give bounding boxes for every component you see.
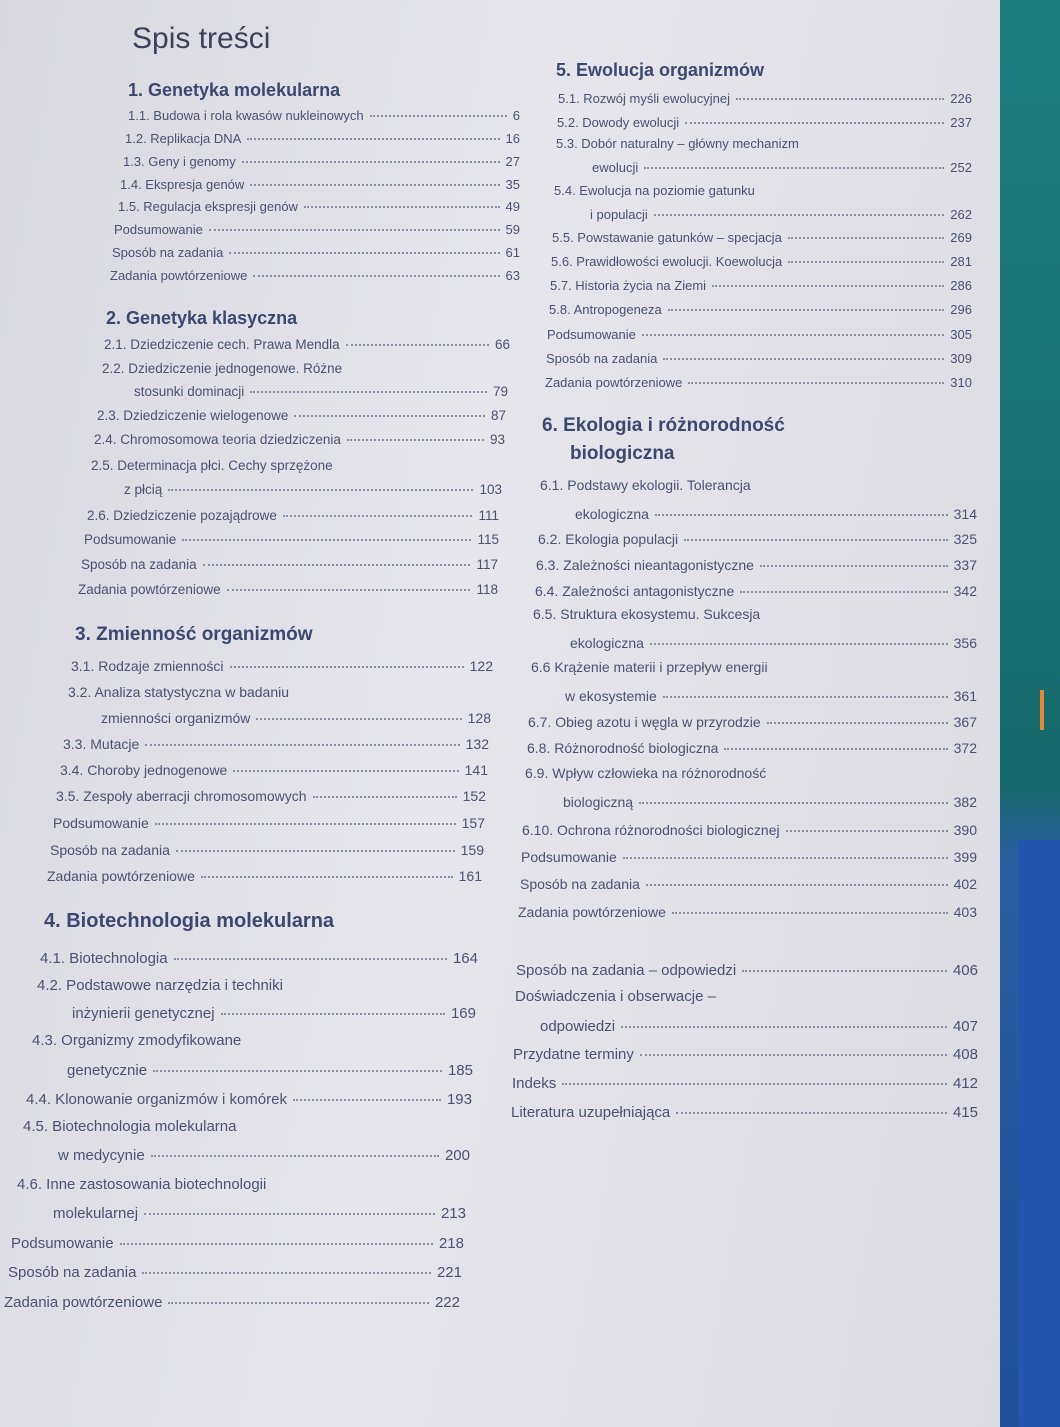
toc-entry (81, 557, 498, 572)
toc-entry-line: 6.1. Podstawy ekologii. Tolerancja (540, 477, 751, 493)
toc-entry-label: 1.5. Regulacja ekspresji genów (118, 199, 298, 214)
toc-entry-label: inżynierii genetycznej (72, 1005, 215, 1022)
toc-entry-label: 6.10. Ochrona różnorodności biologicznej (522, 822, 780, 838)
toc-entry (557, 115, 972, 130)
toc-entry-label: 2.4. Chromosomowa teoria dziedziczenia (94, 432, 341, 447)
toc-page-number: 132 (465, 736, 489, 752)
toc-entry-label: Podsumowanie (114, 222, 203, 237)
dot-leader (221, 1013, 445, 1015)
chapter-heading: 2. Genetyka klasyczna (106, 308, 298, 328)
toc-entry (527, 740, 977, 756)
toc-entry-label: 6.7. Obieg azotu i węgla w przyrodzie (528, 714, 761, 730)
toc-entry (123, 154, 520, 169)
dot-leader (304, 206, 500, 208)
dot-leader (788, 261, 944, 263)
dot-leader (145, 744, 459, 746)
dot-leader (640, 1054, 947, 1056)
toc-page-number: 193 (446, 1091, 472, 1108)
dot-leader (144, 1213, 435, 1215)
dot-leader (227, 589, 471, 591)
toc-page-number: 325 (953, 531, 977, 547)
toc-entry (521, 849, 977, 865)
dot-leader (654, 214, 944, 216)
toc-page-number: 141 (464, 762, 488, 778)
toc-page-number: 296 (950, 302, 972, 317)
toc-page-number: 161 (458, 868, 482, 884)
dot-leader (684, 539, 948, 541)
dot-leader (230, 666, 464, 668)
toc-entry (87, 508, 499, 523)
toc-page-number: 237 (950, 115, 972, 130)
toc-page-number: 305 (950, 327, 972, 342)
toc-page-number: 159 (460, 842, 484, 858)
toc-page-number: 342 (953, 583, 977, 599)
toc-entry-label: Sposób na zadania (8, 1264, 137, 1281)
dot-leader (650, 643, 948, 645)
chapter-heading: 5. Ewolucja organizmów (556, 60, 765, 80)
toc-entry-label: 3.3. Mutacje (63, 736, 140, 752)
toc-entry-label: Podsumowanie (84, 532, 177, 547)
dot-leader (174, 958, 447, 960)
toc-entry-label: genetycznie (67, 1062, 148, 1079)
toc-entry (545, 375, 972, 390)
toc-page-number: 252 (950, 160, 972, 175)
toc-entry (11, 1235, 464, 1252)
toc-entry-label: z płcią (124, 482, 163, 497)
toc-page-number: 63 (505, 268, 520, 283)
toc-entry-label: Przydatne terminy (513, 1046, 634, 1063)
toc-page-number: 262 (950, 207, 972, 222)
toc-page-number: 122 (469, 658, 493, 674)
toc-entry-label: 1.1. Budowa i rola kwasów nukleinowych (128, 108, 364, 123)
cover-orange-mark (1022, 690, 1044, 730)
toc-page-number: 269 (950, 230, 972, 245)
toc-page-number: 27 (505, 154, 520, 169)
toc-entry (63, 736, 489, 752)
toc-entry (114, 222, 520, 237)
dot-leader (168, 489, 473, 491)
toc-entry-label: 6.3. Zależności nieantagonistyczne (536, 557, 754, 573)
toc-entry (536, 557, 977, 573)
toc-entry-line: 6.5. Struktura ekosystemu. Sukcesja (533, 606, 761, 622)
toc-entry-label: 4.4. Klonowanie organizmów i komórek (26, 1091, 287, 1108)
chapter-heading: 1. Genetyka molekularna (128, 80, 341, 100)
toc-entry (518, 904, 977, 920)
toc-entry (84, 532, 499, 547)
toc-entry-label: Zadania powtórzeniowe (47, 868, 195, 884)
dot-leader (250, 184, 499, 186)
toc-page-number: 66 (494, 337, 510, 352)
toc-page-number: 226 (950, 91, 972, 106)
toc-page-number: 16 (505, 131, 520, 146)
toc-page-number: 403 (953, 904, 977, 920)
toc-page-number: 152 (462, 788, 486, 804)
toc-page-number: 281 (950, 254, 972, 269)
toc-entry-line: Doświadczenia i obserwacje – (515, 988, 716, 1005)
toc-page-number: 337 (953, 557, 977, 573)
toc-entry-label: 5.2. Dowody ewolucji (557, 115, 680, 130)
toc-entry-label: 3.5. Zespoły aberracji chromosomowych (56, 788, 307, 804)
chapter-heading: 3. Zmienność organizmów (75, 624, 313, 645)
toc-entry (563, 794, 977, 810)
dot-leader (247, 138, 499, 140)
toc-entry-line: 2.5. Determinacja płci. Cechy sprzężone (91, 458, 333, 473)
toc-entry-label: 5.6. Prawidłowości ewolucji. Koewolucja (551, 254, 783, 269)
toc-page-number: 222 (434, 1294, 460, 1311)
dot-leader (283, 515, 473, 517)
toc-entry (590, 207, 972, 222)
toc-page-number: 407 (952, 1018, 978, 1035)
toc-entry (575, 506, 977, 522)
toc-entry-label: Sposób na zadania (50, 842, 170, 858)
toc-entry (592, 160, 972, 175)
toc-entry-label: 3.4. Choroby jednogenowe (60, 762, 228, 778)
toc-entry-label: Zadania powtórzeniowe (78, 582, 221, 597)
toc-page-number: 372 (953, 740, 977, 756)
dot-leader (168, 1302, 429, 1304)
toc-entry (110, 268, 520, 283)
toc-entry-label: Podsumowanie (53, 815, 149, 831)
dot-leader (253, 275, 499, 277)
toc-page-number: 367 (953, 714, 977, 730)
toc-entry-line: 3.2. Analiza statystyczna w badaniu (68, 684, 290, 700)
dot-leader (293, 1099, 441, 1101)
toc-entry-label: ekologiczna (570, 635, 644, 651)
toc-page-number: 415 (952, 1104, 978, 1121)
toc-entry (47, 868, 482, 884)
toc-page-number: 399 (953, 849, 977, 865)
toc-entry (40, 950, 478, 967)
toc-entry-label: stosunki dominacji (134, 384, 245, 399)
toc-entry-label: 6.4. Zależności antagonistyczne (535, 583, 735, 599)
toc-page-number: 412 (952, 1075, 978, 1092)
dot-leader (688, 382, 944, 384)
toc-entry-label: Zadania powtórzeniowe (4, 1294, 163, 1311)
toc-entry (120, 177, 520, 192)
toc-entry-label: 5.1. Rozwój myśli ewolucyjnej (558, 91, 730, 106)
dot-leader (742, 970, 947, 972)
toc-page-number: 309 (950, 351, 972, 366)
dot-leader (155, 823, 456, 825)
toc-entry-label: 5.8. Antropogeneza (549, 302, 662, 317)
toc-entry-label: 1.4. Ekspresja genów (120, 177, 245, 192)
toc-page-number: 87 (490, 408, 506, 423)
toc-entry (124, 482, 502, 497)
dot-leader (142, 1272, 431, 1274)
toc-entry-line: 5.3. Dobór naturalny – główny mechanizm (556, 136, 799, 151)
dot-leader (672, 912, 948, 914)
toc-page-number: 59 (505, 222, 520, 237)
toc-entry (540, 1018, 978, 1035)
toc-entry-label: zmienności organizmów (101, 710, 251, 726)
dot-leader (233, 770, 458, 772)
toc-page-number: 103 (479, 482, 502, 497)
dot-leader (668, 309, 945, 311)
toc-page-number: 128 (467, 710, 491, 726)
chapter-heading: 4. Biotechnologia molekularna (44, 910, 335, 932)
toc-entry-label: molekularnej (53, 1205, 139, 1222)
toc-page-number: 314 (953, 506, 977, 522)
toc-page-number: 402 (953, 876, 977, 892)
toc-entry (67, 1062, 473, 1079)
toc-entry-label: Zadania powtórzeniowe (545, 375, 683, 390)
cover-blue-panel (1018, 840, 1060, 1427)
toc-entry (535, 583, 977, 599)
toc-entry (60, 762, 488, 778)
toc-entry (97, 408, 506, 423)
chapter-heading: 6. Ekologia i różnorodność (542, 415, 785, 436)
toc-entry-label: 2.3. Dziedziczenie wielogenowe (97, 408, 289, 423)
dot-leader (767, 722, 948, 724)
toc-page-number: 310 (950, 375, 972, 390)
toc-entry (56, 788, 486, 804)
toc-entry (552, 230, 972, 245)
dot-leader (663, 358, 944, 360)
toc-entry (128, 108, 520, 123)
toc-entry-label: w medycynie (58, 1147, 145, 1164)
toc-entry (134, 384, 508, 399)
toc-page-number: 185 (447, 1062, 473, 1079)
toc-page-number: 117 (476, 557, 498, 572)
toc-page-number: 93 (489, 432, 505, 447)
dot-leader (370, 115, 507, 117)
toc-page-number: 200 (444, 1147, 470, 1164)
toc-entry-label: Sposób na zadania – odpowiedzi (516, 962, 737, 979)
toc-entry-label: Sposób na zadania (520, 876, 640, 892)
toc-page-number: 221 (436, 1264, 462, 1281)
toc-entry-label: Sposób na zadania (81, 557, 197, 572)
toc-page-number: 164 (452, 950, 478, 967)
toc-entry (112, 245, 520, 260)
toc-entry-line: 6.9. Wpływ człowieka na różnorodność (525, 765, 767, 781)
toc-entry-label: ekologiczna (575, 506, 649, 522)
dot-leader (229, 252, 499, 254)
page-title: Spis treści (132, 22, 271, 55)
dot-leader (642, 334, 944, 336)
dot-leader (621, 1026, 947, 1028)
toc-entry-label: 6.8. Różnorodność biologiczna (527, 740, 719, 756)
dot-leader (203, 564, 471, 566)
toc-entry-label: 2.1. Dziedziczenie cech. Prawa Mendla (104, 337, 340, 352)
toc-entry-label: ewolucji (592, 160, 639, 175)
toc-entry (53, 815, 485, 831)
toc-entry (4, 1294, 460, 1311)
dot-leader (736, 98, 944, 100)
dot-leader (760, 565, 948, 567)
toc-page-number: 213 (440, 1205, 466, 1222)
toc-entry-line: 4.3. Organizmy zmodyfikowane (32, 1032, 242, 1049)
toc-entry-label: Zadania powtórzeniowe (110, 268, 248, 283)
toc-page-number: 79 (492, 384, 508, 399)
dot-leader (676, 1112, 947, 1114)
toc-entry-label: odpowiedzi (540, 1018, 616, 1035)
toc-entry (511, 1104, 978, 1121)
dot-leader (242, 161, 500, 163)
toc-entry-label: biologiczną (563, 794, 634, 810)
toc-entry (538, 531, 977, 547)
toc-entry-line: 4.6. Inne zastosowania biotechnologii (17, 1176, 267, 1193)
toc-entry (8, 1264, 462, 1281)
dot-leader (655, 514, 948, 516)
dot-leader (562, 1083, 947, 1085)
toc-entry (71, 658, 493, 674)
toc-entry (547, 327, 972, 342)
toc-entry (551, 254, 972, 269)
toc-entry-label: Zadania powtórzeniowe (518, 904, 666, 920)
toc-entry (512, 1075, 978, 1092)
dot-leader (724, 748, 947, 750)
dot-leader (201, 876, 453, 878)
toc-entry (78, 582, 498, 597)
toc-page-number: 408 (952, 1046, 978, 1063)
dot-leader (646, 884, 948, 886)
toc-page-number: 49 (505, 199, 520, 214)
toc-entry (558, 91, 972, 106)
toc-entry-label: 3.1. Rodzaje zmienności (71, 658, 224, 674)
toc-entry-line: 4.5. Biotechnologia molekularna (23, 1118, 237, 1135)
toc-entry-label: Podsumowanie (521, 849, 617, 865)
toc-page-number: 218 (438, 1235, 464, 1252)
toc-page-number: 157 (461, 815, 485, 831)
toc-entry-label: Sposób na zadania (112, 245, 224, 260)
dot-leader (153, 1070, 442, 1072)
dot-leader (788, 237, 944, 239)
toc-entry-label: w ekosystemie (565, 688, 657, 704)
toc-entry-label: Sposób na zadania (546, 351, 658, 366)
toc-entry (570, 635, 977, 651)
toc-page-number: 286 (950, 278, 972, 293)
toc-entry (118, 199, 520, 214)
toc-entry-label: 1.2. Replikacja DNA (125, 131, 242, 146)
toc-entry-label: Podsumowanie (547, 327, 636, 342)
toc-entry (516, 962, 978, 979)
toc-entry (546, 351, 972, 366)
toc-entry (520, 876, 977, 892)
dot-leader (176, 850, 455, 852)
dot-leader (209, 229, 500, 231)
toc-page-number: 169 (450, 1005, 476, 1022)
toc-page-number: 390 (953, 822, 977, 838)
toc-entry-line: 6.6 Krążenie materii i przepływ energii (531, 659, 768, 675)
toc-entry (522, 822, 977, 838)
toc-entry-line: 5.4. Ewolucja na poziomie gatunku (554, 183, 755, 198)
dot-leader (151, 1155, 439, 1157)
dot-leader (182, 539, 471, 541)
dot-leader (347, 439, 484, 441)
toc-page-number: 6 (512, 108, 520, 123)
toc-entry (101, 710, 491, 726)
toc-entry (528, 714, 977, 730)
toc-entry (565, 688, 977, 704)
dot-leader (639, 802, 948, 804)
dot-leader (120, 1243, 433, 1245)
toc-entry (26, 1091, 472, 1108)
toc-entry (549, 302, 972, 317)
toc-entry (125, 131, 520, 146)
toc-entry-label: i populacji (590, 207, 648, 222)
dot-leader (250, 391, 487, 393)
toc-page-number: 361 (953, 688, 977, 704)
dot-leader (623, 857, 948, 859)
toc-page-number: 118 (476, 582, 498, 597)
dot-leader (313, 796, 457, 798)
toc-page-number: 356 (953, 635, 977, 651)
toc-page-number: 61 (505, 245, 520, 260)
toc-entry-label: 5.5. Powstawanie gatunków – specjacja (552, 230, 782, 245)
dot-leader (256, 718, 461, 720)
toc-page-number: 111 (478, 508, 499, 523)
toc-entry-label: Indeks (512, 1075, 557, 1092)
dot-leader (740, 591, 947, 593)
toc-entry (513, 1046, 978, 1063)
dot-leader (786, 830, 948, 832)
dot-leader (294, 415, 485, 417)
toc-entry-line: 4.2. Podstawowe narzędzia i techniki (37, 977, 283, 994)
toc-entry-label: 4.1. Biotechnologia (40, 950, 168, 967)
toc-entry (550, 278, 972, 293)
toc-entry (50, 842, 484, 858)
toc-page-number: 115 (477, 532, 499, 547)
toc-entry (53, 1205, 466, 1222)
toc-entry-label: 2.6. Dziedziczenie pozajądrowe (87, 508, 277, 523)
toc-page-number: 382 (953, 794, 977, 810)
toc-entry-label: 1.3. Geny i genomy (123, 154, 236, 169)
toc-entry-label: 6.2. Ekologia populacji (538, 531, 679, 547)
dot-leader (644, 167, 944, 169)
toc-page-number: 406 (952, 962, 978, 979)
toc-entry (58, 1147, 470, 1164)
chapter-heading: biologiczna (570, 443, 675, 464)
dot-leader (346, 344, 489, 346)
toc-page-number: 35 (505, 177, 520, 192)
toc-entry-line: 2.2. Dziedziczenie jednogenowe. Różne (102, 361, 343, 376)
toc-entry-label: Podsumowanie (11, 1235, 114, 1252)
toc-entry (72, 1005, 476, 1022)
dot-leader (712, 285, 944, 287)
toc-entry (94, 432, 505, 447)
dot-leader (685, 122, 944, 124)
toc-entry-label: 5.7. Historia życia na Ziemi (550, 278, 707, 293)
dot-leader (663, 696, 948, 698)
toc-entry (104, 337, 510, 352)
toc-entry-label: Literatura uzupełniająca (511, 1104, 671, 1121)
